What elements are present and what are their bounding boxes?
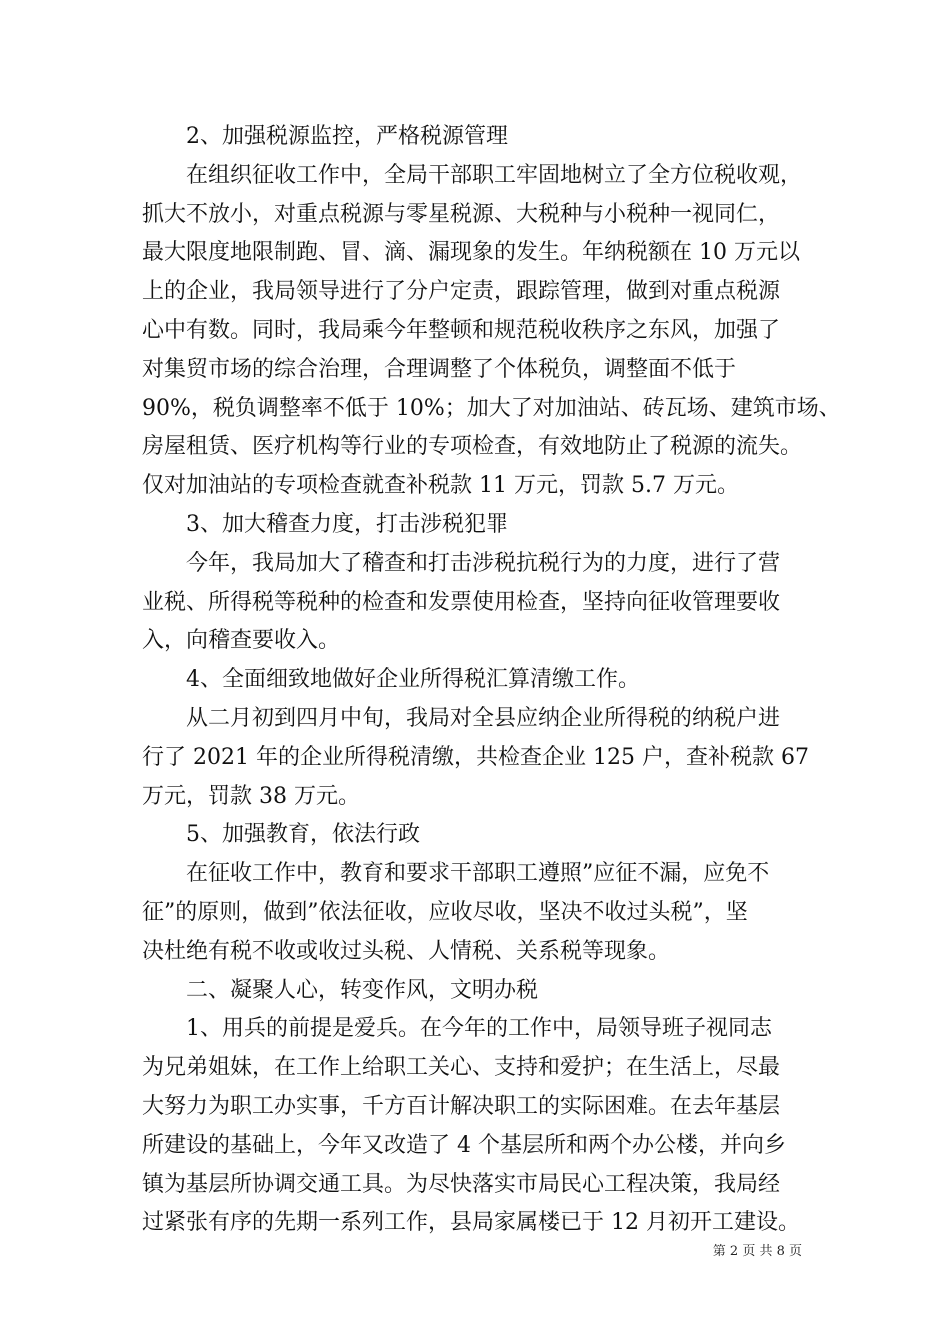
text-line: 决杜绝有税不收或收过头税、人情税、关系税等现象。 [142, 938, 671, 964]
text-line: 为兄弟姐妹，在工作上给职工关心、支持和爱护；在生活上，尽最 [142, 1055, 781, 1081]
text-line: 大努力为职工办实事，千方百计解决职工的实际困难。在去年基层 [142, 1093, 781, 1119]
text-line: 入，向稽查要收入。 [142, 628, 341, 654]
page-number: 第 2 页 共 8 页 [712, 1244, 802, 1259]
text-line: 在征收工作中，教育和要求干部职工遵照”应征不漏，应免不 [186, 861, 770, 887]
text-line: 所建设的基础上，今年又改造了 4 个基层所和两个办公楼，并向乡 [142, 1132, 786, 1158]
text-line: 抓大不放小，对重点税源与零星税源、大税种与小税种一视同仁， [142, 201, 781, 227]
text-line: 征”的原则，做到”依法征收，应收尽收，坚决不收过头税”，坚 [142, 899, 748, 925]
document-body [142, 118, 841, 1243]
text-line: 1、用兵的前提是爱兵。在今年的工作中，局领导班子视同志 [186, 1016, 772, 1042]
text-line: 过紧张有序的先期一系列工作，县局家属楼已于 12 月初开工建设。 [142, 1210, 800, 1236]
text-line: 2、加强税源监控，严格税源管理 [186, 124, 508, 149]
text-line: 仅对加油站的专项检查就查补税款 11 万元，罚款 5.7 万元。 [142, 473, 739, 499]
text-line: 3、加大稽查力度，打击涉税犯罪 [186, 511, 508, 537]
text-line: 今年，我局加大了稽查和打击涉税抗税行为的力度，进行了营 [186, 550, 781, 576]
text-line: 在组织征收工作中，全局干部职工牢固地树立了全方位税收观， [186, 162, 803, 188]
text-line: 镇为基层所协调交通工具。为尽快落实市局民心工程决策，我局经 [142, 1171, 781, 1197]
text-line: 上的企业，我局领导进行了分户定责，跟踪管理，做到对重点税源 [142, 279, 781, 305]
text-line: 业税、所得税等税种的检查和发票使用检查，坚持向征收管理要收 [142, 589, 781, 615]
text-line: 对集贸市场的综合治理，合理调整了个体税负，调整面不低于 [142, 356, 737, 382]
text-line: 心中有数。同时，我局乘今年整顿和规范税收秩序之东风，加强了 [142, 317, 781, 343]
text-line: 5、加强教育，依法行政 [186, 822, 420, 848]
text-line: 行了 2021 年的企业所得税清缴，共检查企业 125 户，查补税款 67 [142, 744, 809, 770]
text-line: 90%，税负调整率不低于 10%；加大了对加油站、砖瓦场、建筑市场、 [142, 395, 841, 421]
text-line: 房屋租赁、医疗机构等行业的专项检查，有效地防止了税源的流失。 [142, 434, 803, 460]
text-line: 从二月初到四月中旬，我局对全县应纳企业所得税的纳税户进 [186, 705, 781, 731]
text-line: 万元，罚款 38 万元。 [142, 783, 360, 809]
text-line: 4、全面细致地做好企业所得税汇算清缴工作。 [186, 667, 640, 693]
text-line: 最大限度地限制跑、冒、滴、漏现象的发生。年纳税额在 10 万元以 [142, 240, 800, 266]
text-line: 二、凝聚人心，转变作风，文明办税 [186, 977, 539, 1003]
